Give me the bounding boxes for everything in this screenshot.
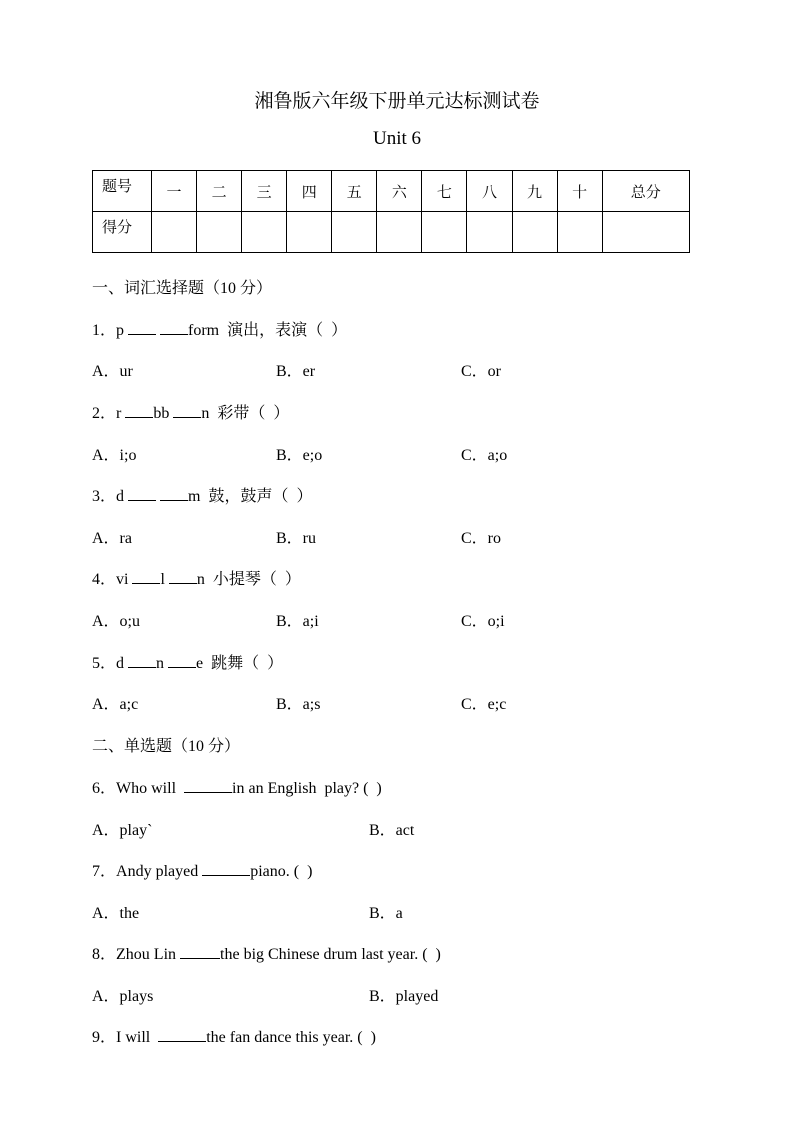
option-c[interactable]: C．or xyxy=(461,363,502,380)
option-a[interactable]: A．plays xyxy=(92,988,154,1005)
word-part: d xyxy=(116,488,125,505)
question-9 xyxy=(92,1024,376,1047)
option-b[interactable]: B．ru xyxy=(276,530,317,547)
answer-blank[interactable] xyxy=(180,944,220,959)
word-part: bb xyxy=(153,405,170,422)
question-4 xyxy=(92,566,301,589)
word-part: form 演出，表演（ ） xyxy=(188,322,348,339)
option-a[interactable]: A．a;c xyxy=(92,696,139,713)
option-c[interactable]: C．o;i xyxy=(461,613,505,630)
word-part: r xyxy=(116,405,122,422)
question-2 xyxy=(92,400,289,423)
question-3 xyxy=(92,483,312,506)
option-a[interactable]: A．the xyxy=(92,905,140,922)
word-part: n 彩带（ ） xyxy=(201,405,290,422)
question-text: the big Chinese drum last year. ( ) xyxy=(220,946,441,963)
score-cell[interactable] xyxy=(197,212,242,253)
option-a[interactable]: A．ur xyxy=(92,363,133,380)
score-cell[interactable] xyxy=(557,212,602,253)
section-1-heading: 一、词汇选择题（10 分） xyxy=(92,280,273,297)
word-part: n 小提琴（ ） xyxy=(196,571,301,588)
score-cell[interactable] xyxy=(602,212,689,253)
score-table xyxy=(92,170,690,253)
col-1: 一 xyxy=(152,171,197,212)
question-number: 6． xyxy=(92,780,117,797)
question-text: Zhou Lin xyxy=(116,946,181,963)
answer-blank[interactable] xyxy=(173,403,201,418)
score-cell[interactable] xyxy=(512,212,557,253)
answer-blank[interactable] xyxy=(202,861,250,876)
option-a[interactable]: A．o;u xyxy=(92,613,141,630)
col-4: 四 xyxy=(287,171,332,212)
question-text: Who will xyxy=(116,780,181,797)
option-c[interactable]: C．e;c xyxy=(461,696,507,713)
question-7 xyxy=(92,858,312,881)
col-10: 十 xyxy=(557,171,602,212)
score-cell[interactable] xyxy=(152,212,197,253)
score-cell[interactable] xyxy=(242,212,287,253)
word-part: vi xyxy=(116,571,129,588)
score-table-header-row xyxy=(93,171,690,212)
question-text: Andy played xyxy=(116,863,203,880)
option-b[interactable]: B．act xyxy=(369,822,415,839)
option-b[interactable]: B．er xyxy=(276,363,316,380)
question-number: 7． xyxy=(92,863,117,880)
question-number: 3． xyxy=(92,488,117,505)
option-b[interactable]: B．a;i xyxy=(276,613,319,630)
answer-blank[interactable] xyxy=(128,653,156,668)
question-number: 4． xyxy=(92,571,117,588)
option-a[interactable]: A．i;o xyxy=(92,447,137,464)
option-b[interactable]: B．e;o xyxy=(276,447,323,464)
col-2: 二 xyxy=(197,171,242,212)
col-6: 六 xyxy=(377,171,422,212)
page-title: 湘鲁版六年级下册单元达标测试卷 xyxy=(254,91,540,112)
question-number: 8． xyxy=(92,946,117,963)
question-number: 5． xyxy=(92,655,117,672)
answer-blank[interactable] xyxy=(184,778,232,793)
question-text: in an English play? ( ) xyxy=(232,780,382,797)
option-c[interactable]: C．ro xyxy=(461,530,502,547)
option-a[interactable]: A．ra xyxy=(92,530,132,547)
question-number: 9． xyxy=(92,1029,117,1046)
score-cell[interactable] xyxy=(467,212,512,253)
answer-blank[interactable] xyxy=(160,486,188,501)
answer-blank[interactable] xyxy=(168,653,196,668)
score-cell[interactable] xyxy=(287,212,332,253)
answer-blank[interactable] xyxy=(169,569,197,584)
option-a[interactable]: A．play` xyxy=(92,822,153,839)
question-6 xyxy=(92,775,382,798)
col-total: 总分 xyxy=(602,171,689,212)
answer-blank[interactable] xyxy=(128,486,156,501)
row-label-question-number: 题号 xyxy=(93,171,152,212)
col-5: 五 xyxy=(332,171,377,212)
option-b[interactable]: B．a;s xyxy=(276,696,321,713)
question-text: the fan dance this year. ( ) xyxy=(206,1029,376,1046)
option-c[interactable]: C．a;o xyxy=(461,447,508,464)
answer-blank[interactable] xyxy=(158,1027,206,1042)
row-label-score: 得分 xyxy=(93,212,152,253)
question-5 xyxy=(92,650,283,673)
col-7: 七 xyxy=(422,171,467,212)
col-8: 八 xyxy=(467,171,512,212)
score-cell[interactable] xyxy=(332,212,377,253)
word-part: m 鼓，鼓声（ ） xyxy=(188,488,313,505)
answer-blank[interactable] xyxy=(128,320,156,335)
answer-blank[interactable] xyxy=(132,569,160,584)
score-cell[interactable] xyxy=(377,212,422,253)
option-b[interactable]: B．a xyxy=(369,905,403,922)
score-table-score-row xyxy=(93,212,690,253)
word-part: d xyxy=(116,655,125,672)
question-text: piano. ( ) xyxy=(250,863,313,880)
question-1 xyxy=(92,317,347,340)
unit-subtitle: Unit 6 xyxy=(372,128,422,149)
col-3: 三 xyxy=(242,171,287,212)
question-text: I will xyxy=(116,1029,159,1046)
answer-blank[interactable] xyxy=(160,320,188,335)
section-2-heading: 二、单选题（10 分） xyxy=(92,738,241,755)
question-number: 2． xyxy=(92,405,117,422)
word-part: l xyxy=(160,571,165,588)
word-part: n xyxy=(156,655,165,672)
answer-blank[interactable] xyxy=(125,403,153,418)
question-8 xyxy=(92,941,441,964)
word-part: e 跳舞（ ） xyxy=(196,655,284,672)
option-b[interactable]: B．played xyxy=(369,988,439,1005)
word-part: p xyxy=(116,322,125,339)
score-cell[interactable] xyxy=(422,212,467,253)
question-number: 1． xyxy=(92,322,117,339)
col-9: 九 xyxy=(512,171,557,212)
